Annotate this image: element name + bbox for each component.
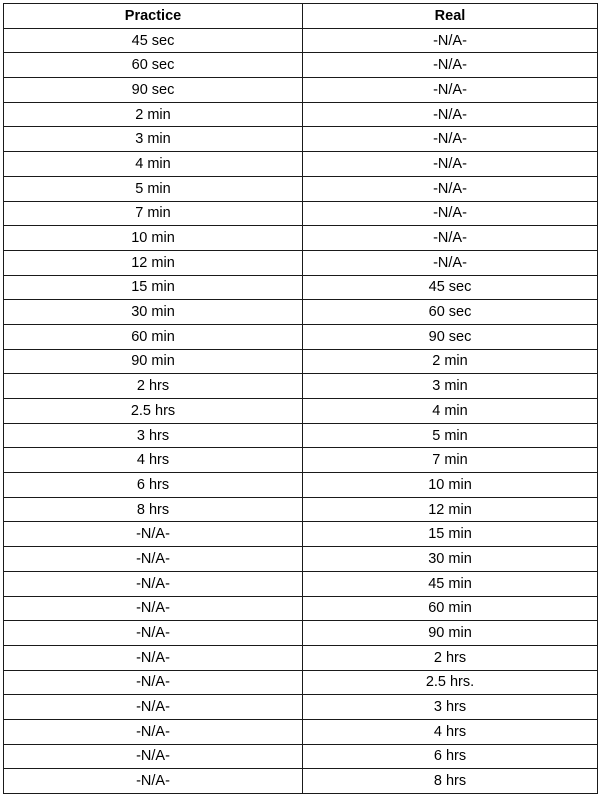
practice-cell: -N/A-	[4, 695, 303, 720]
real-cell: 3 min	[303, 374, 598, 399]
real-cell: -N/A-	[303, 250, 598, 275]
real-cell: 90 sec	[303, 324, 598, 349]
table-row	[4, 596, 598, 621]
table-row	[4, 695, 598, 720]
table-row	[4, 744, 598, 769]
practice-cell: -N/A-	[4, 571, 303, 596]
real-cell: -N/A-	[303, 78, 598, 103]
practice-cell: -N/A-	[4, 522, 303, 547]
real-cell: 8 hrs	[303, 769, 598, 794]
practice-cell: -N/A-	[4, 769, 303, 794]
real-cell: 2 min	[303, 349, 598, 374]
real-cell: 10 min	[303, 473, 598, 498]
real-cell: -N/A-	[303, 226, 598, 251]
practice-cell: 10 min	[4, 226, 303, 251]
table-row	[4, 719, 598, 744]
real-cell: 4 hrs	[303, 719, 598, 744]
table-row	[4, 275, 598, 300]
real-cell: -N/A-	[303, 201, 598, 226]
real-cell: 2.5 hrs.	[303, 670, 598, 695]
table-row	[4, 201, 598, 226]
practice-cell: 90 min	[4, 349, 303, 374]
real-cell: 12 min	[303, 497, 598, 522]
header-row	[4, 4, 598, 29]
practice-cell: 30 min	[4, 300, 303, 325]
real-cell: -N/A-	[303, 102, 598, 127]
practice-cell: 4 hrs	[4, 448, 303, 473]
table-row	[4, 473, 598, 498]
practice-cell: 60 sec	[4, 53, 303, 78]
table-row	[4, 152, 598, 177]
practice-cell: 12 min	[4, 250, 303, 275]
practice-cell: 15 min	[4, 275, 303, 300]
real-cell: -N/A-	[303, 28, 598, 53]
table-row	[4, 324, 598, 349]
table-row	[4, 53, 598, 78]
real-cell: 45 sec	[303, 275, 598, 300]
table-row	[4, 374, 598, 399]
practice-cell: 6 hrs	[4, 473, 303, 498]
practice-cell: 5 min	[4, 176, 303, 201]
practice-cell: 2.5 hrs	[4, 399, 303, 424]
table-row	[4, 769, 598, 794]
real-cell: -N/A-	[303, 127, 598, 152]
table-row	[4, 645, 598, 670]
real-cell: 90 min	[303, 621, 598, 646]
practice-cell: -N/A-	[4, 744, 303, 769]
practice-cell: -N/A-	[4, 670, 303, 695]
real-cell: -N/A-	[303, 53, 598, 78]
table-row	[4, 423, 598, 448]
table-row	[4, 300, 598, 325]
practice-cell: 2 hrs	[4, 374, 303, 399]
practice-real-table	[3, 3, 598, 794]
real-cell: 6 hrs	[303, 744, 598, 769]
real-cell: -N/A-	[303, 152, 598, 177]
practice-cell: 7 min	[4, 201, 303, 226]
practice-cell: 90 sec	[4, 78, 303, 103]
real-cell: 30 min	[303, 547, 598, 572]
practice-cell: -N/A-	[4, 547, 303, 572]
table-row	[4, 522, 598, 547]
real-cell: -N/A-	[303, 176, 598, 201]
table-row	[4, 102, 598, 127]
practice-cell: -N/A-	[4, 645, 303, 670]
real-cell: 3 hrs	[303, 695, 598, 720]
table-row	[4, 78, 598, 103]
table-row	[4, 621, 598, 646]
real-cell: 15 min	[303, 522, 598, 547]
practice-cell: 3 min	[4, 127, 303, 152]
header-real: Real	[303, 4, 598, 29]
table-row	[4, 250, 598, 275]
table-row	[4, 497, 598, 522]
header-practice: Practice	[4, 4, 303, 29]
real-cell: 45 min	[303, 571, 598, 596]
practice-cell: 3 hrs	[4, 423, 303, 448]
table-row	[4, 448, 598, 473]
practice-cell: -N/A-	[4, 596, 303, 621]
table-row	[4, 176, 598, 201]
real-cell: 2 hrs	[303, 645, 598, 670]
practice-cell: 4 min	[4, 152, 303, 177]
table-row	[4, 127, 598, 152]
table-row	[4, 670, 598, 695]
real-cell: 4 min	[303, 399, 598, 424]
table-row	[4, 571, 598, 596]
real-cell: 5 min	[303, 423, 598, 448]
table-row	[4, 547, 598, 572]
real-cell: 7 min	[303, 448, 598, 473]
practice-cell: -N/A-	[4, 719, 303, 744]
practice-cell: 60 min	[4, 324, 303, 349]
real-cell: 60 min	[303, 596, 598, 621]
table-body	[4, 28, 598, 793]
practice-cell: 2 min	[4, 102, 303, 127]
real-cell: 60 sec	[303, 300, 598, 325]
table-row	[4, 349, 598, 374]
table-row	[4, 226, 598, 251]
table-row	[4, 399, 598, 424]
practice-cell: -N/A-	[4, 621, 303, 646]
practice-cell: 45 sec	[4, 28, 303, 53]
table-row	[4, 28, 598, 53]
practice-cell: 8 hrs	[4, 497, 303, 522]
